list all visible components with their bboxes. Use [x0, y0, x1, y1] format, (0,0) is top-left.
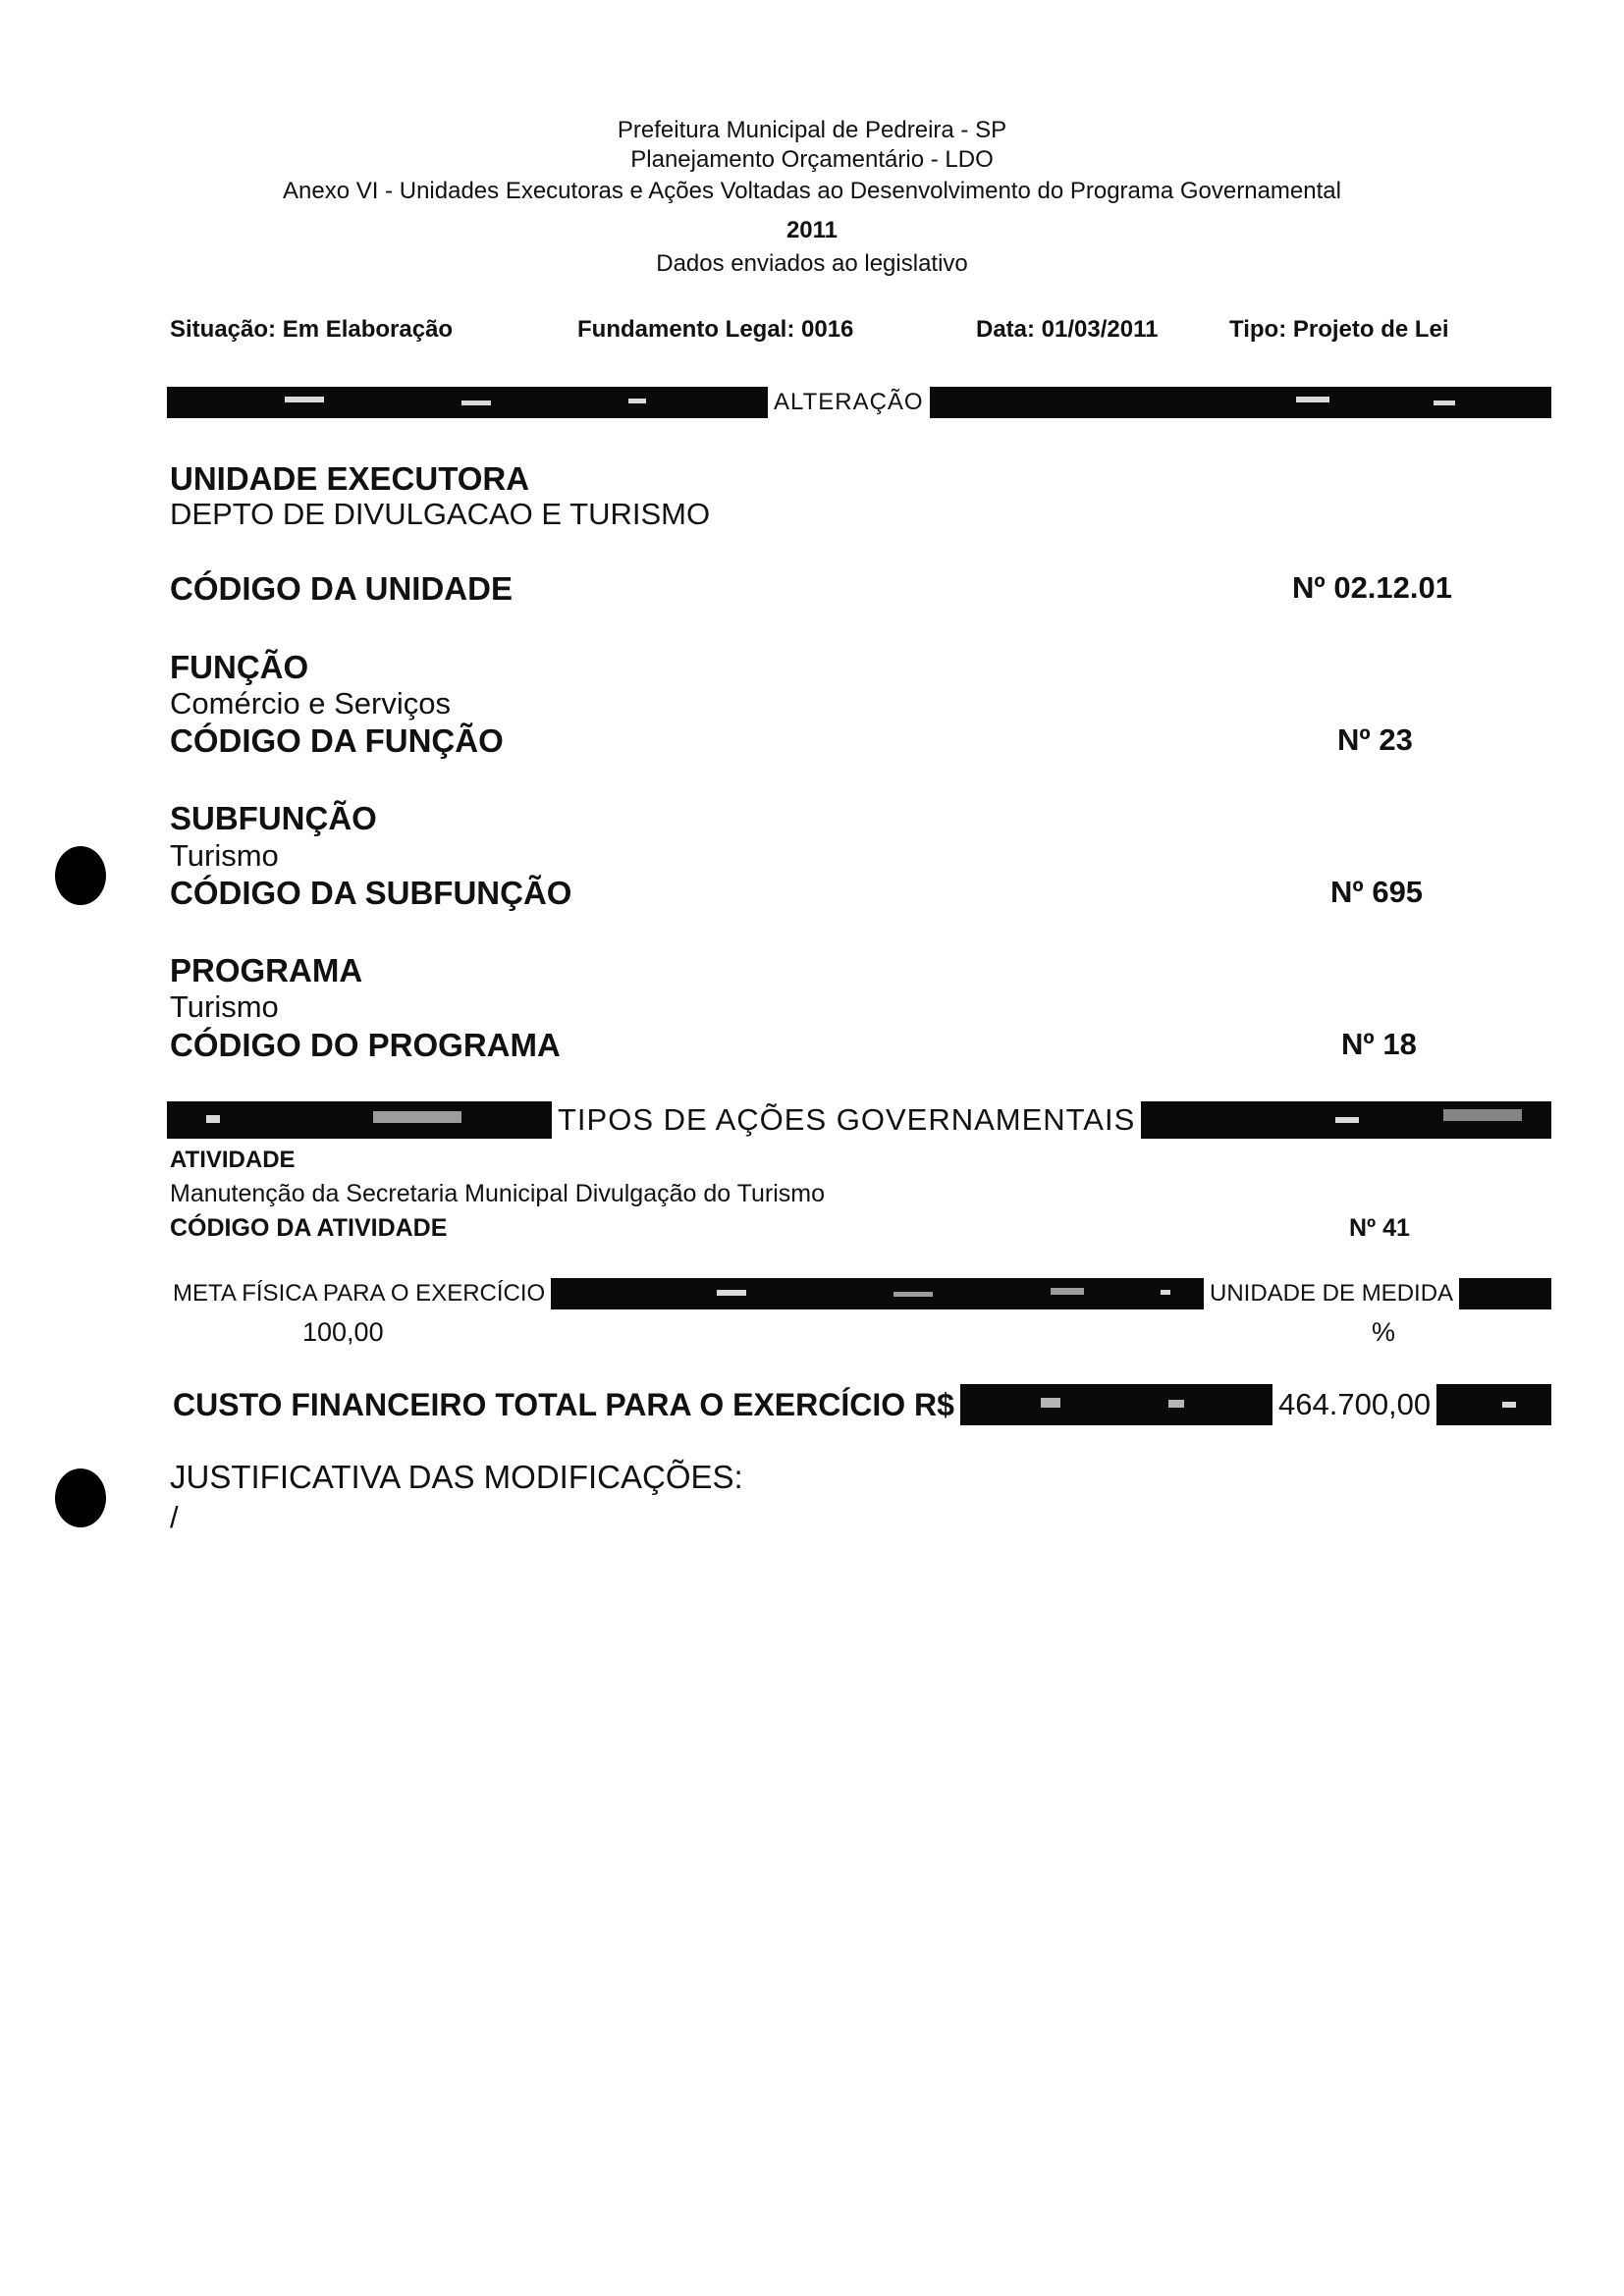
programa-name: Turismo: [170, 989, 279, 1024]
atividade-code-label: CÓDIGO DA ATIVIDADE: [170, 1214, 448, 1242]
punch-hole-lower: [55, 1468, 106, 1527]
funcao-code: Nº 23: [1337, 722, 1413, 757]
alteracao-label: ALTERAÇÃO: [768, 387, 930, 418]
header-line-prefeitura: Prefeitura Municipal de Pedreira - SP: [617, 117, 1007, 143]
unidade-code-label: CÓDIGO DA UNIDADE: [170, 570, 513, 607]
unidade-medida-label: UNIDADE DE MEDIDA: [1204, 1278, 1459, 1309]
meta-fisica-bar: [167, 1278, 1551, 1309]
unidade-name: DEPTO DE DIVULGACAO E TURISMO: [170, 497, 711, 531]
unidade-title: UNIDADE EXECUTORA: [170, 460, 530, 497]
custo-financeiro-value: 464.700,00: [1272, 1384, 1436, 1425]
funcao-code-label: CÓDIGO DA FUNÇÃO: [170, 722, 504, 759]
atividade-title: ATIVIDADE: [170, 1147, 296, 1173]
subfuncao-code-label: CÓDIGO DA SUBFUNÇÃO: [170, 875, 572, 911]
subfuncao-title: SUBFUNÇÃO: [170, 800, 377, 836]
meta-fundamento: Fundamento Legal: 0016: [577, 316, 854, 343]
alteracao-bar: [167, 387, 1551, 418]
programa-code-label: CÓDIGO DO PROGRAMA: [170, 1027, 561, 1063]
tipos-acoes-label: TIPOS DE AÇÕES GOVERNAMENTAIS: [552, 1101, 1141, 1139]
justificativa-label: JUSTIFICATIVA DAS MODIFICAÇÕES:: [170, 1459, 743, 1495]
header-line-anexo: Anexo VI - Unidades Executoras e Ações Voltadas ao Desenvolvimento do Programa Governamental: [283, 178, 1341, 204]
atividade-name: Manutenção da Secretaria Municipal Divulgação do Turismo: [170, 1180, 826, 1207]
tipos-acoes-bar: [167, 1101, 1551, 1139]
meta-tipo: Tipo: Projeto de Lei: [1229, 316, 1449, 343]
meta-fisica-unit: %: [1372, 1317, 1396, 1347]
funcao-name: Comércio e Serviços: [170, 686, 451, 721]
meta-fisica-label: META FÍSICA PARA O EXERCÍCIO: [167, 1278, 551, 1309]
atividade-code: Nº 41: [1349, 1214, 1410, 1242]
header-line-dados: Dados enviados ao legislativo: [656, 250, 968, 277]
justificativa-value: /: [170, 1500, 179, 1534]
programa-code: Nº 18: [1341, 1027, 1417, 1061]
funcao-title: FUNÇÃO: [170, 649, 309, 685]
subfuncao-name: Turismo: [170, 838, 279, 873]
unidade-code: Nº 02.12.01: [1292, 570, 1452, 605]
custo-financeiro-label: CUSTO FINANCEIRO TOTAL PARA O EXERCÍCIO R$: [167, 1384, 960, 1425]
meta-situacao: Situação: Em Elaboração: [170, 316, 454, 343]
subfuncao-code: Nº 695: [1330, 875, 1424, 909]
header-year: 2011: [785, 217, 839, 243]
programa-title: PROGRAMA: [170, 952, 363, 988]
punch-hole-upper: [55, 846, 106, 905]
meta-fisica-value: 100,00: [302, 1317, 384, 1347]
header-line-planejamento: Planejamento Orçamentário - LDO: [630, 146, 994, 173]
meta-data: Data: 01/03/2011: [976, 316, 1159, 343]
custo-financeiro-bar: [167, 1384, 1551, 1425]
